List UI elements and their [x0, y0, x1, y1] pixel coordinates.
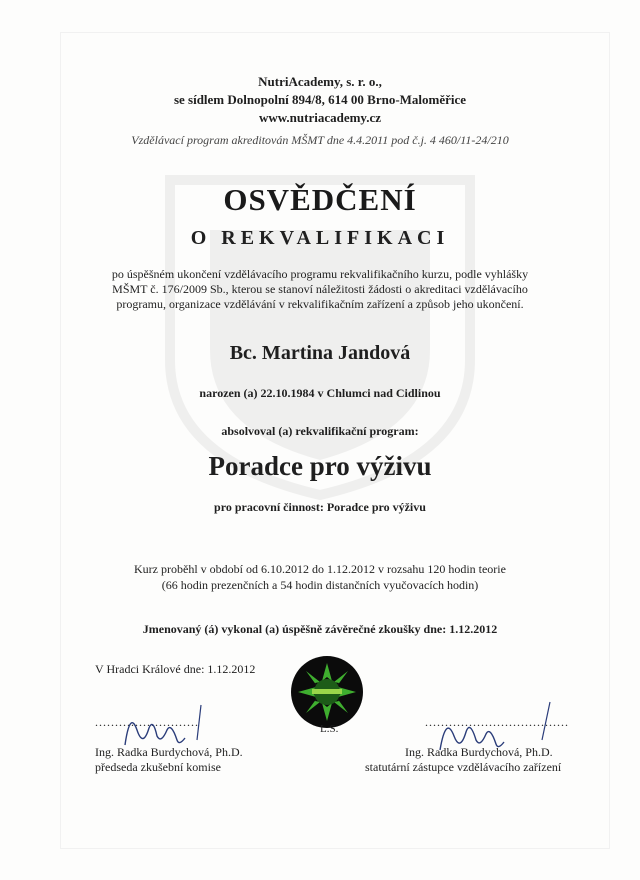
accreditation-note: Vzdělávací program akreditován MŠMT dne 4.4.2011 pod č.j. 4 460/11-24/210 [131, 133, 509, 147]
completed-label: absolvoval (a) rekvalifikační program: [221, 424, 419, 438]
place-date: V Hradci Králové dne: 1.12.2012 [95, 662, 256, 676]
seal-icon [290, 655, 364, 729]
signature-left [95, 715, 275, 775]
issuer-block [0, 73, 640, 127]
work-activity: pro pracovní činnost: Poradce pro výživu [214, 500, 426, 514]
recipient-name: Bc. Martina Jandová [229, 342, 411, 364]
seal-label: L.S. [320, 723, 339, 735]
handwritten-signature [115, 700, 205, 760]
signature-dots: .......................... [95, 715, 199, 729]
signature-dots: .................................... [425, 715, 569, 729]
signatory-role: statutární zástupce vzdělávacího zařízení [365, 760, 562, 774]
handwritten-signature [430, 700, 560, 760]
signature-line [95, 715, 275, 745]
intro-line: programu, organizace vzdělávání v rekvalifikačním zařízení a způsob jeho ukončení. [116, 297, 524, 311]
issuer-website: www.nutriacademy.cz [258, 110, 382, 125]
course-line: Kurz proběhl v období od 6.10.2012 do 1.12.2012 v rozsahu 120 hodin teorie [134, 562, 506, 576]
certificate-title: OSVĚDČENÍ [223, 182, 417, 217]
intro-line: po úspěšném ukončení vzdělávacího programu rekvalifikačního kurzu, podle vyhlášky [111, 267, 529, 281]
exam-statement: Jmenovaný (á) vykonal (a) úspěšně závěrečné zkoušky dne: 1.12.2012 [142, 622, 498, 636]
course-details [0, 561, 640, 593]
signature-right [365, 700, 575, 775]
signatory-role: předseda zkušební komise [95, 760, 221, 774]
signature-line [365, 700, 575, 745]
course-line: (66 hodin prezenčních a 54 hodin distančních vyučovacích hodin) [161, 578, 479, 592]
certificate-subtitle: O REKVALIFIKACI [190, 227, 450, 249]
program-name: Poradce pro výživu [208, 451, 432, 481]
signatory-name: Ing. Radka Burdychová, Ph.D. [95, 745, 243, 759]
issuer-address: se sídlem Dolnopolní 894/8, 614 00 Brno-Maloměřice [173, 92, 467, 107]
intro-text [0, 267, 640, 312]
birth-info: narozen (a) 22.10.1984 v Chlumci nad Cidlinou [199, 386, 441, 400]
signatory-name: Ing. Radka Burdychová, Ph.D. [405, 745, 553, 759]
intro-line: MŠMT č. 176/2009 Sb., kterou se stanoví náležitosti žádosti o akreditaci vzdělávacího [112, 282, 528, 296]
issuer-name: NutriAcademy, s. r. o., [258, 74, 382, 89]
